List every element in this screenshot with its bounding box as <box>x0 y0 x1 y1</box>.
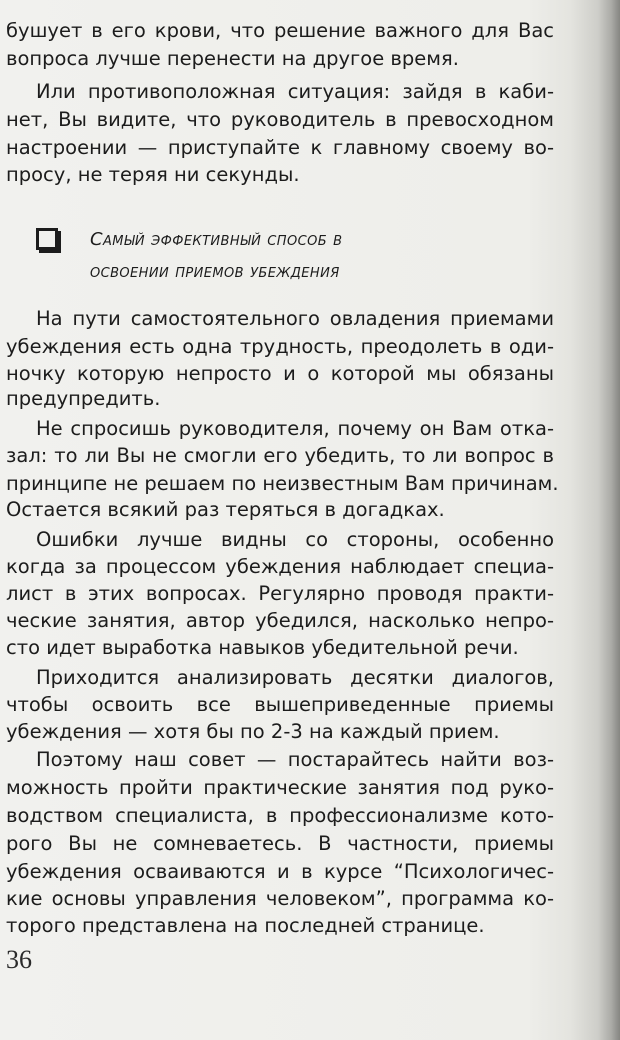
text-line: Остается всякий раз теряться в догадках. <box>6 498 445 521</box>
text-line: убеждения осваиваются и в курсе “Психологичес- <box>6 860 554 883</box>
text-line: водством специалиста, в профессионализме кото- <box>6 804 554 827</box>
text-line: рого Вы не сомневаетесь. В частности, приемы <box>6 832 554 855</box>
text-line: чтобы освоить все вышеприведенные приемы <box>6 693 554 716</box>
text-line: кие основы управления человеком”, программа ко- <box>6 887 554 910</box>
text-line: бушует в его крови, что решение важного для Вас <box>6 19 554 42</box>
text-line: когда за процессом убеждения наблюдает специа- <box>6 555 554 578</box>
text-line: торого представлена на последней странице. <box>6 914 485 937</box>
text-line: сто идет выработка навыков убедительной речи. <box>6 636 519 659</box>
text-line: Или противоположная ситуация: зайдя в каби- <box>36 80 554 103</box>
text-line: лист в этих вопросах. Регулярно проводя практи- <box>6 582 554 605</box>
text-line: Приходится анализировать десятки диалогов, <box>36 666 554 689</box>
text-line: настроении — приступайте к главному своему во- <box>6 136 554 159</box>
text-line: На пути самостоятельного овладения приемами <box>36 307 554 330</box>
checkbox-square-icon <box>36 228 58 250</box>
text-line: можность пройти практические занятия под руко- <box>6 776 554 799</box>
text-line: Ошибки лучше видны со стороны, особенно <box>36 528 554 551</box>
heading-line: Самый эффективный способ в <box>90 229 343 250</box>
text-line: ночку которую непросто и о которой мы обязаны <box>6 362 554 385</box>
text-line: зал: то ли Вы не смогли его убедить, то ли вопрос в <box>6 444 554 467</box>
text-line: нет, Вы видите, что руководитель в превосходном <box>6 108 554 131</box>
text-line: просу, не теряя ни секунды. <box>6 163 300 186</box>
text-line: принципе не решаем по неизвестным Вам причинам. <box>6 472 559 495</box>
text-line: вопроса лучше перенести на другое время. <box>6 47 459 70</box>
text-line: Не спросишь руководителя, почему он Вам отка- <box>36 417 554 440</box>
text-line: ческие занятия, автор убедился, насколько непро- <box>6 609 554 632</box>
heading-line: освоении приемов убеждения <box>90 261 340 282</box>
page-number: 36 <box>6 945 32 974</box>
page-gutter-shadow <box>598 0 620 1040</box>
text-line: Поэтому наш совет — постарайтесь найти воз- <box>36 748 554 771</box>
text-line: убеждения — хотя бы по 2-3 на каждый прием. <box>6 720 500 743</box>
text-line: предупредить. <box>6 387 161 410</box>
text-line: убеждения есть одна трудность, преодолеть в оди- <box>6 335 554 358</box>
